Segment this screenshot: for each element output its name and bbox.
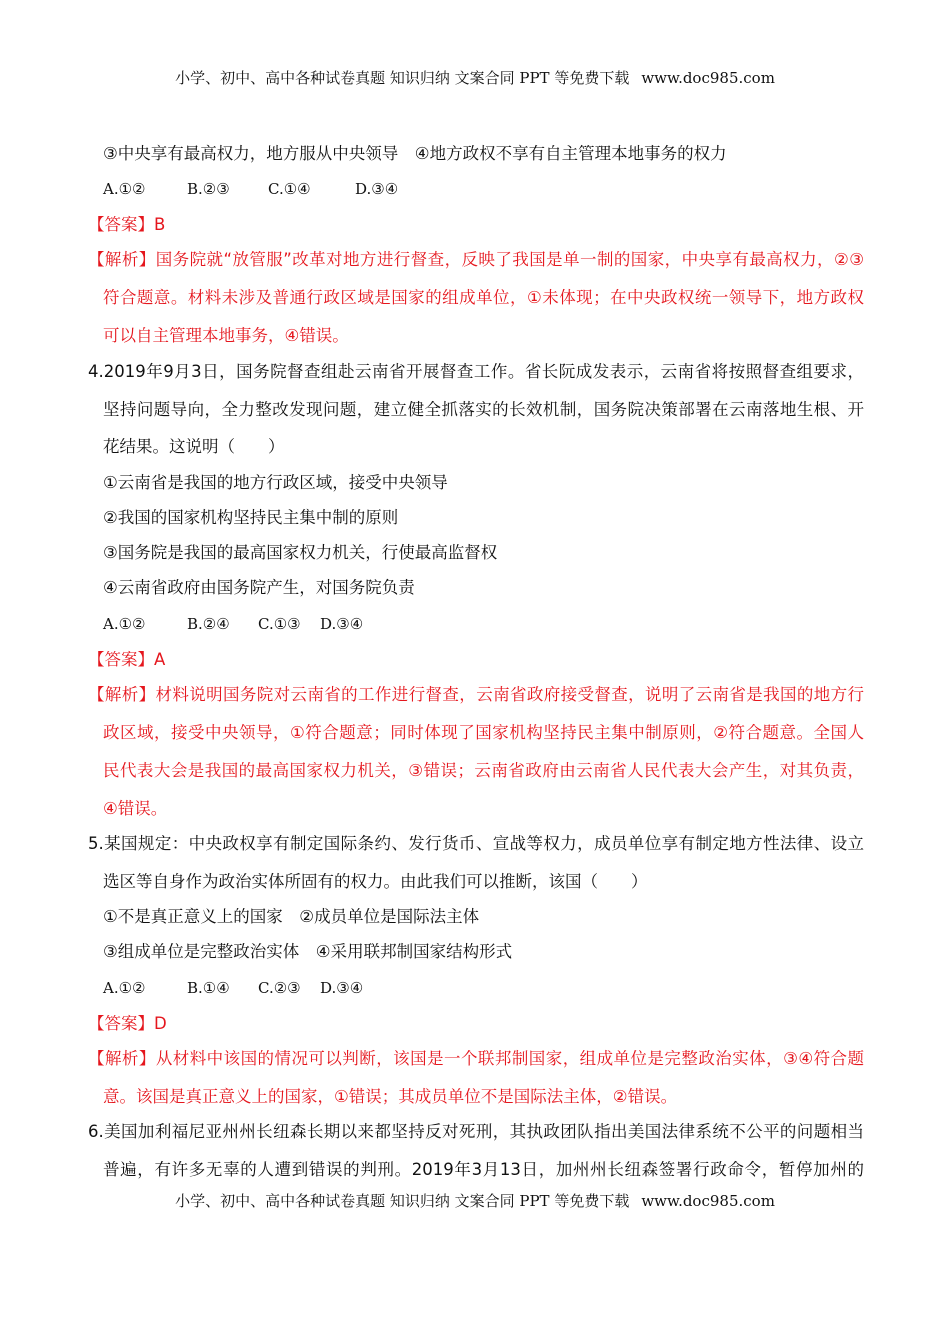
answer-line: 【答案】D bbox=[88, 1014, 167, 1033]
answer-line: ④错误。 bbox=[103, 799, 168, 818]
answer-line: 可以自主管理本地事务，④错误。 bbox=[103, 326, 349, 345]
answer-line: 【解析】国务院就“放管服”改革对地方进行督查，反映了我国是单一制的国家，中央享有最高权力，②③ bbox=[88, 250, 864, 269]
question-line: ④云南省政府由国务院产生，对国务院负责 bbox=[103, 578, 415, 597]
question-line: ③国务院是我国的最高国家权力机关，行使最高监督权 bbox=[103, 543, 498, 562]
answer-line: 【答案】B bbox=[88, 215, 166, 234]
question-line: ③中央享有最高权力，地方服从中央领导 ④地方政权不享有自主管理本地事务的权力 bbox=[103, 144, 727, 163]
question-line: 4.2019年9月3日，国务院督查组赴云南省开展督查工作。省长阮成发表示，云南省将按照督查组要求， bbox=[88, 362, 864, 381]
option-d: D.③④ bbox=[320, 615, 364, 633]
option-c: C.②③ bbox=[258, 979, 301, 997]
page-footer bbox=[0, 1190, 950, 1211]
answer-line: 政区域，接受中央领导，①符合题意；同时体现了国家机构坚持民主集中制原则，②符合题意。全国人 bbox=[103, 723, 864, 742]
page-header bbox=[0, 67, 950, 88]
question-line: 5.某国规定：中央政权享有制定国际条约、发行货币、宣战等权力，成员单位享有制定地方性法律、设立 bbox=[88, 834, 864, 853]
header-site: www.doc985.com bbox=[641, 69, 775, 87]
answer-line: 意。该国是真正意义上的国家，①错误；其成员单位不是国际法主体，②错误。 bbox=[103, 1087, 678, 1106]
question-line: 普遍，有许多无辜的人遭到错误的判刑。2019年3月13日，加州州长纽森签署行政命令，暂停加州的 bbox=[103, 1160, 864, 1179]
option-c: C.①③ bbox=[258, 615, 301, 633]
option-a: A.①② bbox=[103, 979, 146, 997]
answer-line: 【答案】A bbox=[88, 650, 166, 669]
option-b: B.②④ bbox=[187, 615, 230, 633]
question-line: ③组成单位是完整政治实体 ④采用联邦制国家结构形式 bbox=[103, 942, 513, 961]
footer-text: 小学、初中、高中各种试卷真题 知识归纳 文案合同 PPT 等免费下载 bbox=[175, 1192, 630, 1210]
header-text: 小学、初中、高中各种试卷真题 知识归纳 文案合同 PPT 等免费下载 bbox=[175, 69, 630, 87]
option-b: B.②③ bbox=[187, 180, 230, 198]
answer-line: 民代表大会是我国的最高国家权力机关，③错误；云南省政府由云南省人民代表大会产生，对其负责， bbox=[103, 761, 864, 780]
option-c: C.①④ bbox=[268, 180, 311, 198]
question-line: 选区等自身作为政治实体所固有的权力。由此我们可以推断，该国（ ） bbox=[103, 872, 648, 891]
option-d: D.③④ bbox=[355, 180, 399, 198]
question-line: ①不是真正意义上的国家 ②成员单位是国际法主体 bbox=[103, 907, 480, 926]
answer-line: 【解析】从材料中该国的情况可以判断，该国是一个联邦制国家，组成单位是完整政治实体，③④符合题 bbox=[88, 1049, 864, 1068]
question-line: 6.美国加利福尼亚州州长纽森长期以来都坚持反对死刑，其执政团队指出美国法律系统不公平的问题相当 bbox=[88, 1122, 864, 1141]
question-line: ①云南省是我国的地方行政区域，接受中央领导 bbox=[103, 473, 448, 492]
option-a: A.①② bbox=[103, 180, 146, 198]
option-b: B.①④ bbox=[187, 979, 230, 997]
question-line: 坚持问题导向，全力整改发现问题，建立健全抓落实的长效机制，国务院决策部署在云南落地生根、开 bbox=[103, 400, 864, 419]
question-line: 花结果。这说明（ ） bbox=[103, 437, 285, 456]
option-d: D.③④ bbox=[320, 979, 364, 997]
option-a: A.①② bbox=[103, 615, 146, 633]
answer-line: 符合题意。材料未涉及普通行政区域是国家的组成单位，①未体现；在中央政权统一领导下，地方政权 bbox=[103, 288, 864, 307]
question-line: ②我国的国家机构坚持民主集中制的原则 bbox=[103, 508, 399, 527]
answer-line: 【解析】材料说明国务院对云南省的工作进行督查，云南省政府接受督查，说明了云南省是我国的地方行 bbox=[88, 685, 864, 704]
footer-site: www.doc985.com bbox=[641, 1192, 775, 1210]
